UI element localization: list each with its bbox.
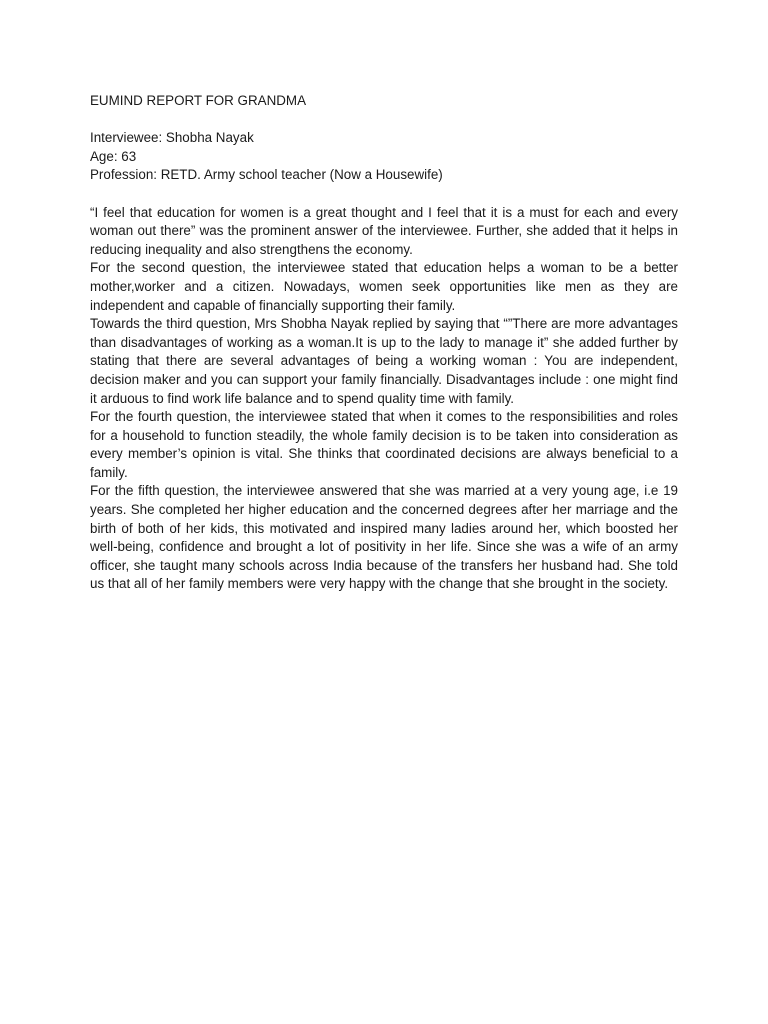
paragraph-fourth-answer: For the fourth question, the interviewee stated that when it comes to the responsibilities and roles for a household to function steadily, the whole family decision is to be taken into consideration as every member’s opinion is vital. She thinks that coordinated decisions are always beneficial to a family. <box>90 409 678 480</box>
interviewee-name: Interviewee: Shobha Nayak <box>90 130 254 146</box>
interviewee-details <box>90 129 678 185</box>
interviewee-age: Age: 63 <box>90 148 137 164</box>
paragraph-first-answer: “I feel that education for women is a great thought and I feel that it is a must for each and every woman out there” was the prominent answer of the interviewee. Further, she added that it helps in reducing inequality and also strengthens the economy. <box>90 204 678 257</box>
paragraph-second-answer: For the second question, the interviewee stated that education helps a woman to be a better mother,worker and a citizen. Nowadays, women seek opportunities like men as they are independent and capable of financially supporting their family. <box>90 260 678 313</box>
interviewee-profession: Profession: RETD. Army school teacher (Now a Housewife) <box>90 167 443 183</box>
document-page <box>90 92 678 594</box>
paragraph-fifth-answer: For the fifth question, the interviewee answered that she was married at a very young age, i.e 19 years. She completed her higher education and the concerned degrees after her marriage and the birth of both of her kids, this motivated and inspired many ladies around her, which boosted her well-being, confidence and brought a lot of positivity in her life. Since she was a wife of an army officer, she taught many schools across India because of the transfers her husband had. She told us that all of her family members were very happy with the change that she brought in the society. <box>90 483 678 592</box>
paragraph-third-answer: Towards the third question, Mrs Shobha Nayak replied by saying that “”There are more advantages than disadvantages of working as a woman.It is up to the lady to manage it” she added further by stating that there are several advantages of being a working woman : You are independent, decision maker and you can support your family financially. Disadvantages include : one might find it arduous to find work life balance and to spend quality time with family. <box>90 316 678 406</box>
document-title: EUMIND REPORT FOR GRANDMA <box>90 93 307 108</box>
